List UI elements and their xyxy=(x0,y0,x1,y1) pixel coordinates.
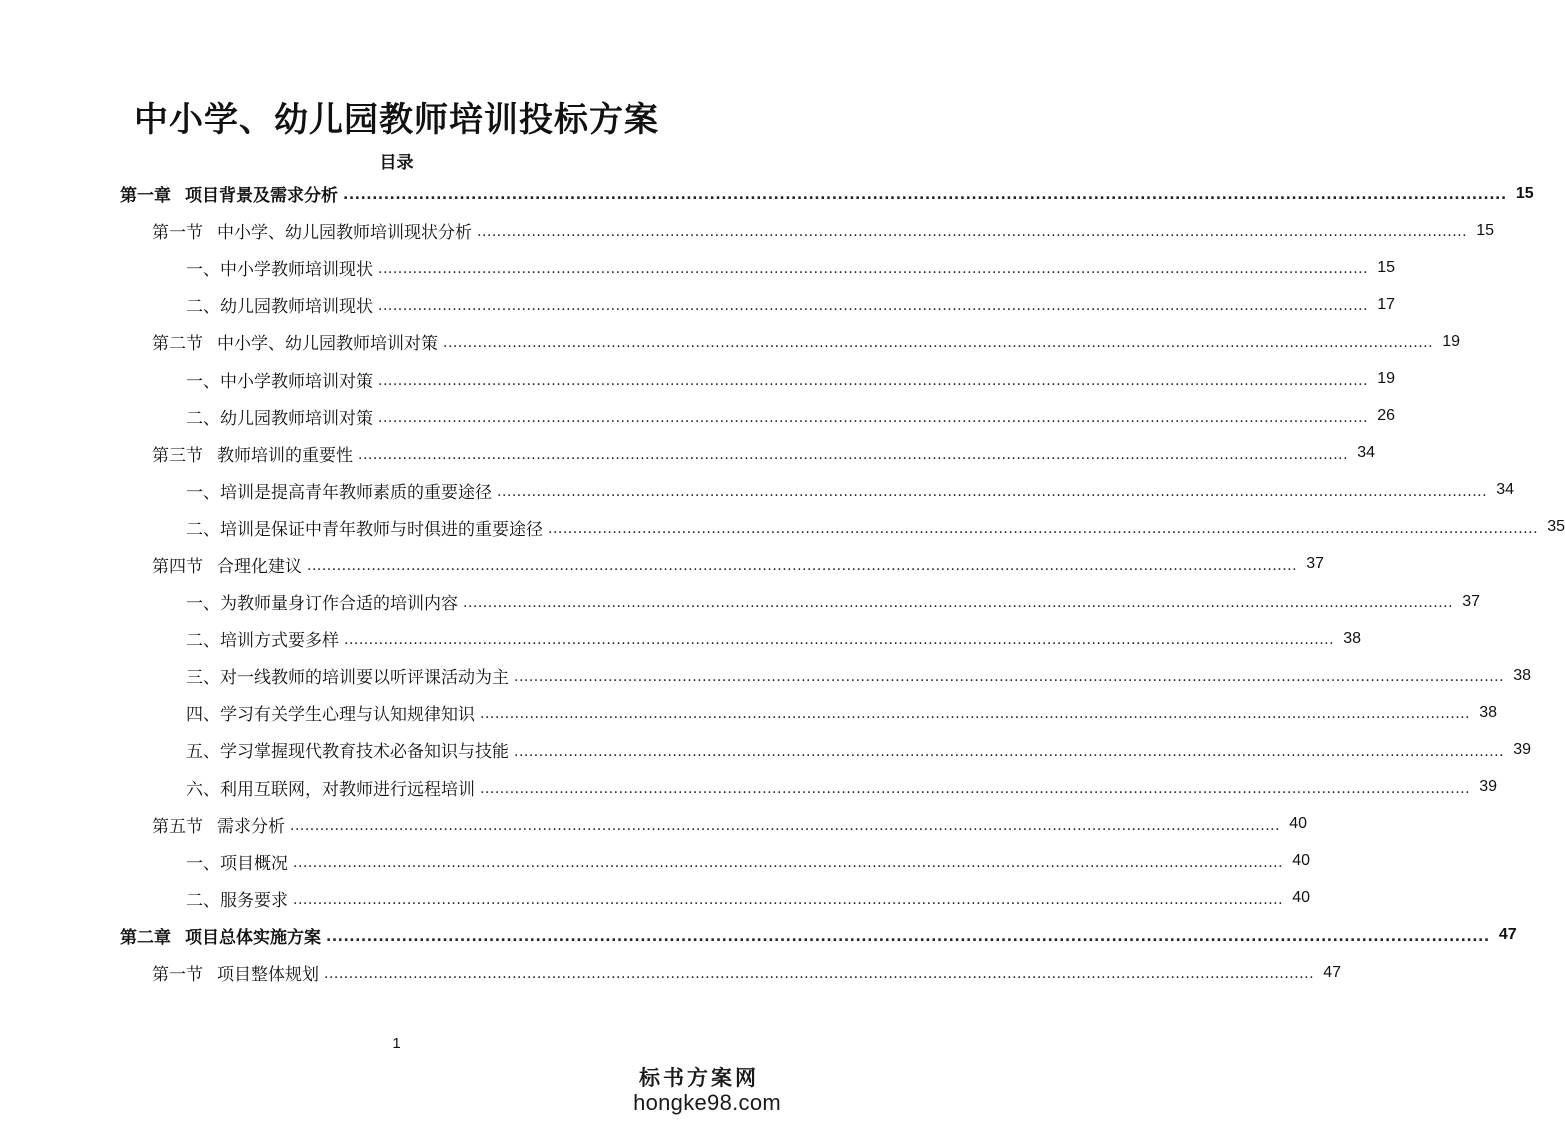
toc-entry-number: 一、 xyxy=(186,853,220,874)
toc-entry-sub[interactable] xyxy=(186,472,1515,509)
toc-entry-number: 三、 xyxy=(186,668,220,689)
toc-entry-label xyxy=(186,700,477,725)
toc-entry-label xyxy=(186,626,341,651)
toc-entry-sub[interactable] xyxy=(186,769,1498,806)
toc-entry-page: 47 xyxy=(1323,963,1342,981)
toc-entry-number: 五、 xyxy=(186,742,220,763)
toc-dot-leader: ........................................................................................................................................................................................................ xyxy=(463,595,1454,612)
toc-entry-section[interactable] xyxy=(152,323,1461,360)
toc-entry-page: 40 xyxy=(1289,815,1308,833)
toc-entry-page: 38 xyxy=(1343,629,1362,647)
toc-entry-label xyxy=(152,441,355,466)
watermark-url: hongke98.com xyxy=(633,1090,781,1115)
toc-dot-leader: ........................................................................................................................................................................................................ xyxy=(290,817,1281,834)
toc-entry-label xyxy=(152,329,440,354)
toc-entry-text: 中小学、幼儿园教师培训现状分析 xyxy=(217,223,472,244)
toc-dot-leader: ........................................................................................................................................................................................................ xyxy=(497,483,1488,500)
toc-dot-leader: ........................................................................................................................................................................................................ xyxy=(293,891,1284,908)
toc-entry-page: 19 xyxy=(1442,332,1461,350)
site-watermark xyxy=(631,1062,781,1116)
toc-dot-leader: ........................................................................................................................................................................................................ xyxy=(514,669,1505,686)
toc-dot-leader: ........................................................................................................................................................................................................ xyxy=(514,743,1505,760)
toc-entry-page: 38 xyxy=(1513,666,1532,684)
table-of-contents xyxy=(0,175,1565,991)
watermark-site-name: 标书方案网 xyxy=(639,1065,759,1090)
document-title: 中小学、幼儿园教师培训投标方案 xyxy=(134,100,659,140)
toc-entry-label xyxy=(152,960,321,985)
toc-entry-label xyxy=(186,775,477,800)
toc-entry-label xyxy=(186,589,460,614)
toc-entry-text: 项目概况 xyxy=(220,853,288,874)
toc-entry-sub[interactable] xyxy=(186,694,1498,731)
toc-entry-number: 第一节 xyxy=(152,965,203,986)
toc-entry-page: 47 xyxy=(1498,926,1517,944)
toc-entry-label xyxy=(186,367,375,392)
toc-entry-sub[interactable] xyxy=(186,657,1532,694)
toc-entry-page: 35 xyxy=(1547,518,1565,536)
toc-entry-text: 项目总体实施方案 xyxy=(185,927,321,948)
toc-entry-text: 幼儿园教师培训对策 xyxy=(220,408,373,429)
toc-entry-text: 利用互联网，对教师进行远程培训 xyxy=(220,779,475,800)
toc-entry-label xyxy=(152,218,474,243)
toc-entry-label xyxy=(186,292,375,317)
toc-entry-number: 一、 xyxy=(186,594,220,615)
toc-entry-number: 二、 xyxy=(186,631,220,652)
toc-dot-leader: ........................................................................................................................................................................................................ xyxy=(378,298,1369,315)
toc-entry-page: 39 xyxy=(1513,740,1532,758)
toc-entry-label xyxy=(152,552,304,577)
toc-entry-label xyxy=(120,923,323,948)
toc-entry-label xyxy=(186,404,375,429)
toc-entry-text: 学习掌握现代教育技术必备知识与技能 xyxy=(220,742,509,763)
toc-entry-text: 幼儿园教师培训现状 xyxy=(220,297,373,318)
toc-entry-sub[interactable] xyxy=(186,731,1532,768)
toc-entry-number: 二、 xyxy=(186,297,220,318)
toc-dot-leader: ........................................................................................................................................................................................................ xyxy=(548,520,1539,537)
toc-entry-label xyxy=(186,478,494,503)
toc-entry-section[interactable] xyxy=(152,212,1495,249)
toc-entry-page: 17 xyxy=(1377,295,1396,313)
toc-entry-text: 学习有关学生心理与认知规律知识 xyxy=(220,705,475,726)
toc-dot-leader: ........................................................................................................................................................................................................ xyxy=(443,335,1434,352)
toc-entry-section[interactable] xyxy=(152,954,1342,991)
toc-entry-page: 37 xyxy=(1462,592,1481,610)
toc-dot-leader: ........................................................................................................................................................................................................ xyxy=(324,966,1315,983)
toc-dot-leader: ........................................................................................................................................................................................................ xyxy=(326,928,1490,945)
toc-entry-section[interactable] xyxy=(152,806,1308,843)
toc-entry-number: 第二节 xyxy=(152,334,203,355)
toc-dot-leader: ........................................................................................................................................................................................................ xyxy=(358,446,1349,463)
toc-entry-label xyxy=(120,181,340,206)
toc-entry-page: 39 xyxy=(1479,778,1498,796)
toc-entry-number: 一、 xyxy=(186,482,220,503)
toc-entry-text: 教师培训的重要性 xyxy=(217,445,353,466)
toc-entry-text: 合理化建议 xyxy=(217,556,302,577)
toc-entry-number: 一、 xyxy=(186,371,220,392)
toc-entry-text: 中小学教师培训对策 xyxy=(220,371,373,392)
toc-entry-page: 15 xyxy=(1476,221,1495,239)
toc-entry-label xyxy=(186,663,511,688)
toc-entry-page: 34 xyxy=(1496,481,1515,499)
page-number: 1 xyxy=(392,1035,401,1052)
toc-dot-leader: ........................................................................................................................................................................................................ xyxy=(378,409,1369,426)
toc-entry-text: 培训方式要多样 xyxy=(220,631,339,652)
toc-entry-page: 38 xyxy=(1479,703,1498,721)
toc-dot-leader: ........................................................................................................................................................................................................ xyxy=(477,224,1468,241)
toc-entry-section[interactable] xyxy=(152,435,1376,472)
toc-entry-text: 需求分析 xyxy=(217,816,285,837)
toc-entry-text: 对一线教师的培训要以听评课活动为主 xyxy=(220,668,509,689)
toc-heading: 目录 xyxy=(379,153,414,173)
toc-entry-page: 19 xyxy=(1377,370,1396,388)
toc-entry-number: 第一节 xyxy=(152,223,203,244)
toc-dot-leader: ........................................................................................................................................................................................................ xyxy=(378,261,1369,278)
toc-entry-text: 培训是保证中青年教师与时俱进的重要途径 xyxy=(220,519,543,540)
toc-entry-text: 培训是提高青年教师素质的重要途径 xyxy=(220,482,492,503)
toc-dot-leader: ........................................................................................................................................................................................................ xyxy=(343,187,1507,204)
toc-entry-sub[interactable] xyxy=(186,843,1311,880)
toc-dot-leader: ........................................................................................................................................................................................................ xyxy=(307,558,1298,575)
toc-dot-leader: ........................................................................................................................................................................................................ xyxy=(378,372,1369,389)
toc-entry-sub[interactable] xyxy=(186,398,1396,435)
toc-entry-number: 第五节 xyxy=(152,816,203,837)
toc-dot-leader: ........................................................................................................................................................................................................ xyxy=(480,780,1471,797)
toc-entry-page: 34 xyxy=(1357,444,1376,462)
toc-entry-number: 第三节 xyxy=(152,445,203,466)
toc-entry-number: 二、 xyxy=(186,408,220,429)
toc-entry-text: 为教师量身订作合适的培训内容 xyxy=(220,594,458,615)
toc-entry-number: 四、 xyxy=(186,705,220,726)
toc-entry-number: 第二章 xyxy=(120,927,171,948)
toc-entry-sub[interactable] xyxy=(186,509,1565,546)
toc-entry-number: 二、 xyxy=(186,519,220,540)
toc-dot-leader: ........................................................................................................................................................................................................ xyxy=(480,706,1471,723)
toc-entry-number: 六、 xyxy=(186,779,220,800)
toc-entry-label xyxy=(186,886,290,911)
toc-entry-number: 一、 xyxy=(186,260,220,281)
toc-entry-text: 中小学、幼儿园教师培训对策 xyxy=(217,334,438,355)
toc-entry-text: 项目整体规划 xyxy=(217,965,319,986)
toc-entry-chapter[interactable] xyxy=(120,917,1517,954)
toc-entry-page: 15 xyxy=(1515,184,1534,202)
toc-entry-number: 二、 xyxy=(186,890,220,911)
toc-dot-leader: ........................................................................................................................................................................................................ xyxy=(293,854,1284,871)
toc-entry-label xyxy=(186,849,290,874)
toc-entry-text: 服务要求 xyxy=(220,890,288,911)
toc-entry-sub[interactable] xyxy=(186,249,1396,286)
toc-entry-label xyxy=(186,255,375,280)
toc-entry-number: 第四节 xyxy=(152,556,203,577)
toc-entry-sub[interactable] xyxy=(186,286,1396,323)
toc-entry-page: 15 xyxy=(1377,258,1396,276)
toc-entry-page: 26 xyxy=(1377,407,1396,425)
toc-entry-chapter[interactable] xyxy=(120,175,1534,212)
toc-entry-label xyxy=(186,737,511,762)
toc-entry-section[interactable] xyxy=(152,546,1325,583)
toc-dot-leader: ........................................................................................................................................................................................................ xyxy=(344,632,1335,649)
toc-entry-label xyxy=(152,812,287,837)
toc-entry-page: 37 xyxy=(1306,555,1325,573)
toc-entry-page: 40 xyxy=(1292,852,1311,870)
toc-entry-label xyxy=(186,515,545,540)
toc-entry-text: 项目背景及需求分析 xyxy=(185,186,338,207)
toc-entry-number: 第一章 xyxy=(120,186,171,207)
toc-entry-page: 40 xyxy=(1292,889,1311,907)
toc-entry-text: 中小学教师培训现状 xyxy=(220,260,373,281)
toc-entry-sub[interactable] xyxy=(186,583,1481,620)
toc-entry-sub[interactable] xyxy=(186,880,1311,917)
toc-entry-sub[interactable] xyxy=(186,360,1396,397)
toc-entry-sub[interactable] xyxy=(186,620,1362,657)
